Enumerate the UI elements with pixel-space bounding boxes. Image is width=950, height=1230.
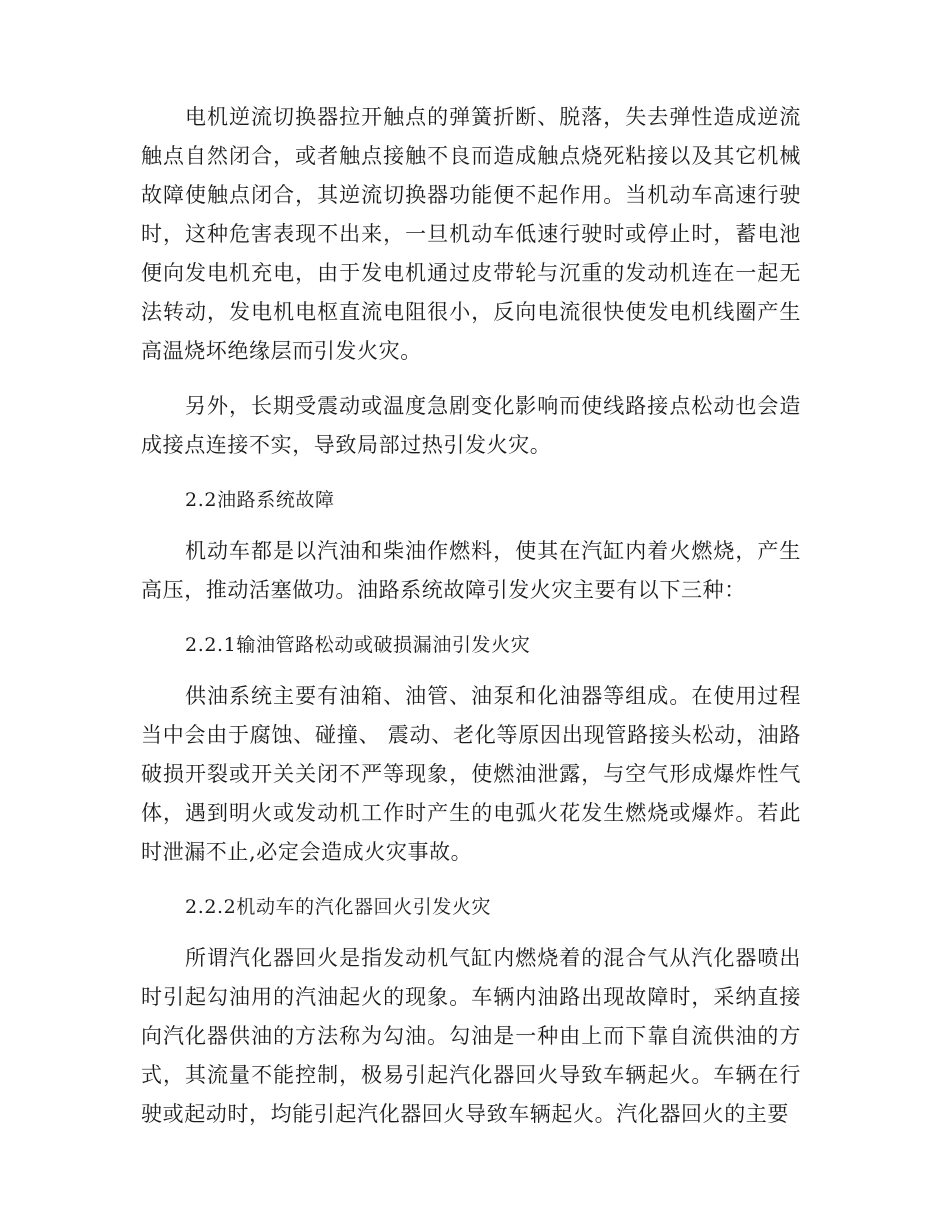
section-heading-2-2-2: 2.2.2机动车的汽化器回火引发火灾 — [185, 896, 492, 918]
paragraph-fuel-leak: 供油系统主要有油箱、油管、油泵和化油器等组成。在使用过程当中会由于腐蚀、碰撞、 震动、老化等原因出现管路接头松动，油路破损开裂或开关关闭不严等现象，使燃油泄露，与空气形成爆炸性气体，遇到明火或发动机工作时产生的电弧火花发生燃烧或爆炸。若此时泄漏不止,必定会造成火灾事故。 — [141, 684, 801, 864]
paragraph-reverse-current-switch: 电机逆流切换器拉开触点的弹簧折断、脱落，失去弹性造成逆流触点自然闭合，或者触点接触不良而造成触点烧死粘接以及其它机械故障使触点闭合，其逆流切换器功能便不起作用。当机动车高速行驶时，这种危害表现不出来，一旦机动车低速行驶时或停止时，蓄电池便向发电机充电，由于发电机通过皮带轮与沉重的发动机连在一起无法转动，发电机电枢直流电阻很小，反向电流很快使发电机线圈产生高温烧坏绝缘层而引发火灾。 — [141, 105, 801, 363]
section-heading-2-2: 2.2油路系统故障 — [185, 489, 335, 511]
paragraph-loose-contacts: 另外，长期受震动或温度急剧变化影响而使线路接点松动也会造成接点连接不实，导致局部过热引发火灾。 — [141, 394, 801, 457]
section-heading-2-2-1: 2.2.1输油管路松动或破损漏油引发火灾 — [185, 634, 531, 656]
paragraph-carburetor-backfire: 所谓汽化器回火是指发动机气缸内燃烧着的混合气从汽化器喷出时引起勾油用的汽油起火的现象。车辆内油路出现故障时，采纳直接向汽化器供油的方法称为勾油。勾油是一种由上而下靠自流供油的方式，其流量不能控制，极易引起汽化器回火导致车辆起火。车辆在行驶或起动时，均能引起汽化器回火导致车辆起火。汽化器回火的主要 — [141, 946, 801, 1126]
paragraph-fuel-intro: 机动车都是以汽油和柴油作燃料，使其在汽缸内着火燃烧，产生高压，推动活塞做功。油路系统故障引发火灾主要有以下三种： — [141, 539, 801, 602]
document-page — [141, 98, 801, 1134]
